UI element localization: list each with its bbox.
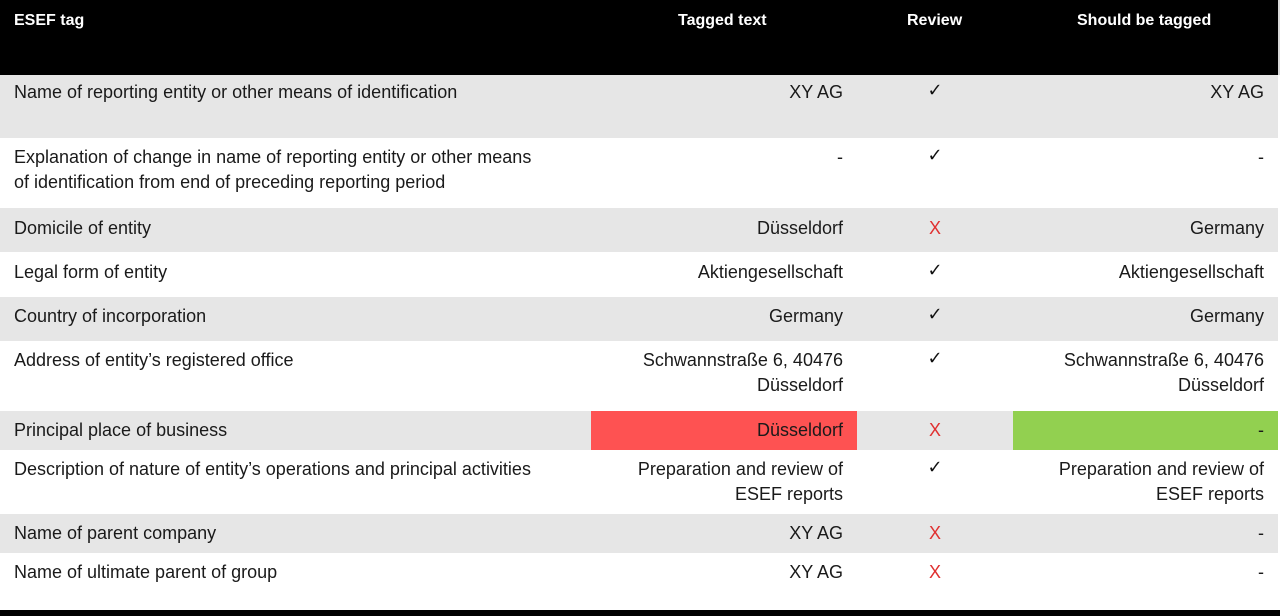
cross-icon: X bbox=[928, 562, 941, 582]
table-row bbox=[0, 208, 1278, 252]
cell-esef-tag: Name of reporting entity or other means of identification bbox=[14, 82, 458, 102]
cell-tagged-text: Aktiengesellschaft bbox=[697, 262, 843, 282]
cell-esef-tag: Principal place of business bbox=[14, 420, 228, 440]
cell-tagged-text-line2: ESEF reports bbox=[734, 484, 843, 504]
cell-esef-tag: Legal form of entity bbox=[14, 262, 168, 282]
check-icon: ✓ bbox=[927, 80, 943, 100]
table-row bbox=[0, 75, 1278, 138]
table-row bbox=[0, 514, 1278, 553]
cell-esef-tag: Address of entity’s registered office bbox=[14, 350, 294, 370]
cell-esef-tag: Name of ultimate parent of group bbox=[14, 562, 278, 582]
cross-icon: X bbox=[928, 523, 941, 543]
cell-should-be-tagged-line1: Preparation and review of bbox=[1058, 459, 1264, 479]
check-icon: ✓ bbox=[927, 348, 943, 368]
cell-tagged-text: XY AG bbox=[789, 562, 843, 582]
cell-esef-tag: Domicile of entity bbox=[14, 218, 152, 238]
cell-esef-tag: Description of nature of entity’s operations and principal activities bbox=[14, 459, 531, 479]
table-row bbox=[0, 553, 1278, 610]
check-icon: ✓ bbox=[927, 260, 943, 280]
cell-tagged-text: - bbox=[837, 147, 843, 167]
header-esef-tag: ESEF tag bbox=[14, 12, 85, 29]
cell-should-be-tagged: Aktiengesellschaft bbox=[1118, 262, 1264, 282]
cell-tagged-text: XY AG bbox=[789, 82, 843, 102]
cell-should-be-tagged: - bbox=[1258, 147, 1264, 167]
table-row bbox=[0, 138, 1278, 208]
cell-esef-tag: Country of incorporation bbox=[14, 306, 207, 326]
header-tagged-text: Tagged text bbox=[678, 12, 767, 29]
cell-esef-tag-line2: of identification from end of preceding reporting period bbox=[14, 172, 446, 192]
cell-should-be-tagged: - bbox=[1258, 523, 1264, 543]
cross-icon: X bbox=[928, 218, 941, 238]
cross-icon: X bbox=[928, 420, 941, 440]
check-icon: ✓ bbox=[927, 145, 943, 165]
table-header bbox=[0, 0, 1280, 75]
cell-should-be-tagged: Germany bbox=[1189, 218, 1264, 238]
cell-tagged-text-line2: Düsseldorf bbox=[756, 375, 843, 395]
check-icon: ✓ bbox=[927, 457, 943, 477]
cell-should-be-tagged: Germany bbox=[1189, 306, 1264, 326]
cell-esef-tag: Name of parent company bbox=[14, 523, 217, 543]
table-row bbox=[0, 341, 1278, 411]
cell-tagged-text: Düsseldorf bbox=[756, 218, 843, 238]
cell-tagged-text-line1: Schwannstraße 6, 40476 bbox=[642, 350, 843, 370]
cell-tagged-text: Düsseldorf bbox=[756, 420, 843, 440]
table-bottom-border bbox=[0, 610, 1280, 616]
cell-should-be-tagged: - bbox=[1258, 420, 1264, 440]
header-review: Review bbox=[907, 12, 963, 29]
check-icon: ✓ bbox=[927, 304, 943, 324]
cell-should-be-tagged: - bbox=[1258, 562, 1264, 582]
cell-esef-tag-line1: Explanation of change in name of reporting entity or other means bbox=[14, 147, 532, 167]
cell-should-be-tagged-line2: Düsseldorf bbox=[1177, 375, 1264, 395]
cell-should-be-tagged-line1: Schwannstraße 6, 40476 bbox=[1063, 350, 1264, 370]
table-row bbox=[0, 297, 1278, 341]
table-row bbox=[0, 411, 1278, 450]
cell-should-be-tagged: XY AG bbox=[1210, 82, 1264, 102]
table-row bbox=[0, 450, 1278, 514]
cell-tagged-text-line1: Preparation and review of bbox=[637, 459, 843, 479]
table-row bbox=[0, 252, 1278, 297]
cell-tagged-text: XY AG bbox=[789, 523, 843, 543]
cell-should-be-tagged-line2: ESEF reports bbox=[1155, 484, 1264, 504]
cell-tagged-text: Germany bbox=[768, 306, 843, 326]
header-should-be-tagged: Should be tagged bbox=[1077, 12, 1212, 29]
